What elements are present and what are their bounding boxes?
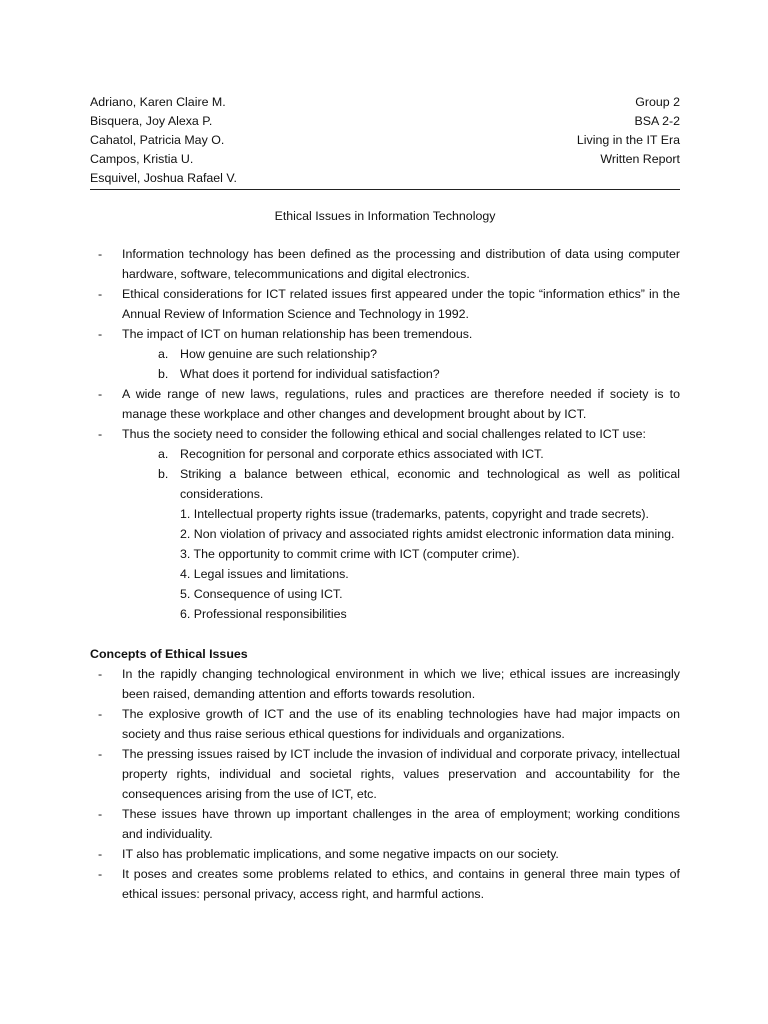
author-name: Bisquera, Joy Alexa P. (90, 114, 213, 128)
sub-text: Striking a balance between ethical, economic and technological as well as political considerations. (180, 467, 680, 501)
bullet-dash: - (98, 807, 103, 821)
numbered-item: 6. Professional responsibilities (180, 607, 347, 621)
list-item (90, 804, 680, 844)
bullet-text: These issues have thrown up important challenges in the area of employment; working conditions and individuality. (122, 807, 680, 841)
report-header (90, 93, 680, 188)
sub-marker: b. (158, 367, 169, 381)
list-item (90, 324, 680, 344)
document-title: Ethical Issues in Information Technology (274, 209, 496, 223)
bullet-text: IT also has problematic implications, and some negative impacts on our society. (122, 847, 559, 861)
document-body (90, 244, 680, 904)
bullet-text: The explosive growth of ICT and the use of its enabling technologies have had major impacts on society and thus raise serious ethical questions for individuals and organizations. (122, 707, 680, 741)
list-item (90, 284, 680, 324)
author-name: Adriano, Karen Claire M. (90, 95, 226, 109)
section-heading: Concepts of Ethical Issues (90, 647, 248, 661)
bullet-dash: - (98, 387, 103, 401)
report-type-label: Written Report (600, 152, 680, 166)
bullet-dash: - (98, 287, 103, 301)
author-name: Campos, Kristia U. (90, 152, 194, 166)
bullet-dash: - (98, 327, 103, 341)
bullet-dash: - (98, 867, 103, 881)
report-info (577, 93, 680, 188)
header-divider (90, 189, 680, 190)
bullet-text: A wide range of new laws, regulations, rules and practices are therefore needed if society is to manage these workplace and other changes and development brought about by ICT. (122, 387, 680, 421)
list-item (90, 664, 680, 704)
bullet-dash: - (98, 427, 103, 441)
sub-marker: b. (158, 467, 169, 481)
list-item (90, 424, 680, 444)
sub-text: How genuine are such relationship? (180, 347, 377, 361)
bullet-text: Ethical considerations for ICT related issues first appeared under the topic “information ethics” in the Annual Review of Information Science and Technology in 1992. (122, 287, 680, 321)
list-item (90, 744, 680, 804)
group-label: Group 2 (635, 95, 680, 109)
list-item (90, 864, 680, 904)
sub-list-item (90, 444, 680, 464)
bullet-dash: - (98, 667, 103, 681)
bullet-text: Thus the society need to consider the following ethical and social challenges related to ICT use: (122, 427, 646, 441)
author-list (90, 93, 237, 188)
bullet-text: The impact of ICT on human relationship has been tremendous. (122, 327, 473, 341)
sub-marker: a. (158, 447, 169, 461)
list-item (90, 844, 680, 864)
list-item (90, 704, 680, 744)
author-name: Cahatol, Patricia May O. (90, 133, 225, 147)
numbered-item: 3. The opportunity to commit crime with ICT (computer crime). (180, 547, 520, 561)
bullet-text: Information technology has been defined as the processing and distribution of data using computer hardware, software, telecommunications and digital electronics. (122, 247, 680, 281)
sub-list-item (90, 464, 680, 504)
bullet-dash: - (98, 707, 103, 721)
author-name: Esquivel, Joshua Rafael V. (90, 171, 237, 185)
section-label: BSA 2-2 (634, 114, 680, 128)
sub-text: What does it portend for individual satisfaction? (180, 367, 440, 381)
numbered-item: 1. Intellectual property rights issue (trademarks, patents, copyright and trade secrets). (180, 507, 649, 521)
course-label: Living in the IT Era (576, 133, 680, 147)
list-item (90, 244, 680, 284)
numbered-item: 4. Legal issues and limitations. (180, 567, 349, 581)
bullet-text: It poses and creates some problems related to ethics, and contains in general three main types of ethical issues: personal privacy, access right, and harmful actions. (122, 867, 680, 901)
sub-list-item (90, 364, 680, 384)
sub-marker: a. (158, 347, 169, 361)
bullet-dash: - (98, 847, 103, 861)
list-item (90, 384, 680, 424)
bullet-dash: - (98, 247, 103, 261)
numbered-item: 2. Non violation of privacy and associated rights amidst electronic information data mining. (180, 527, 675, 541)
sub-list-item (90, 344, 680, 364)
bullet-text: The pressing issues raised by ICT include the invasion of individual and corporate privacy, intellectual property rights, individual and societal rights, values preservation and accountability for the consequences arising from the use of ICT, etc. (122, 747, 680, 801)
bullet-dash: - (98, 747, 103, 761)
numbered-item: 5. Consequence of using ICT. (180, 587, 343, 601)
sub-text: Recognition for personal and corporate ethics associated with ICT. (180, 447, 544, 461)
bullet-text: In the rapidly changing technological environment in which we live; ethical issues are increasingly been raised, demanding attention and efforts towards resolution. (122, 667, 680, 701)
